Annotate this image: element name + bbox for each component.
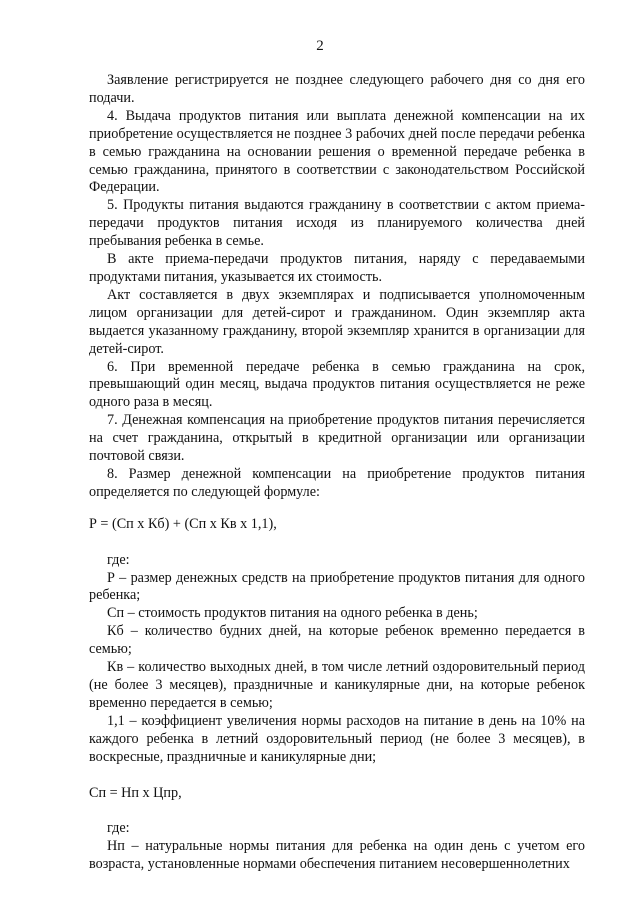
document-body bbox=[89, 72, 585, 874]
formula-2: Сп = Нп х Цпр, bbox=[89, 784, 182, 801]
paragraph: В акте приема-передачи продуктов питания, наряду с передаваемыми продуктами питания, указывается их стоимость. bbox=[89, 251, 585, 285]
paragraph: Заявление регистрируется не позднее следующего рабочего дня со дня его подачи. bbox=[89, 72, 585, 106]
paragraph: 5. Продукты питания выдаются гражданину в соответствии с актом приема-передачи продуктов питания исходя из планируемого количества дней пребывания ребенка в семье. bbox=[89, 197, 585, 250]
formula-1: Р = (Сп х Кб) + (Сп х Кв х 1,1), bbox=[89, 515, 277, 532]
paragraph: 6. При временной передаче ребенка в семью гражданина на срок, превышающий один месяц, выдача продуктов питания осуществляется не реже одного раза в месяц. bbox=[89, 358, 585, 411]
where-label-2: где: bbox=[107, 820, 130, 837]
definition: 1,1 – коэффициент увеличения нормы расходов на питание в день на 10% на каждого ребенка в летний оздоровительный период (не более 3 месяцев), в воскресные, праздничные и каникулярные дни; bbox=[89, 712, 585, 765]
definition: Нп – натуральные нормы питания для ребенка на один день с учетом его возраста, установленные нормами обеспечения питанием несовершеннолетних bbox=[89, 838, 585, 873]
definition: Р – размер денежных средств на приобретение продуктов питания для одного ребенка; bbox=[89, 569, 585, 604]
page-number: 2 bbox=[316, 38, 324, 54]
paragraph: 8. Размер денежной компенсации на приобретение продуктов питания определяется по следующей формуле: bbox=[89, 465, 585, 500]
paragraph: 7. Денежная компенсация на приобретение продуктов питания перечисляется на счет гражданина, открытый в кредитной организации или организации почтовой связи. bbox=[89, 412, 585, 465]
paragraph: 4. Выдача продуктов питания или выплата денежной компенсации на их приобретение осуществляется не позднее 3 рабочих дней после передачи ребенка в семью гражданина на основании решения о временной передаче ребенка в семью гражданина, принятого в соответствии с законодательством Российской Федерации. bbox=[89, 107, 585, 196]
definition: Кв – количество выходных дней, в том числе летний оздоровительный период (не более 3 месяцев), праздничные и каникулярные дни, на которые ребенок временно передается в семью; bbox=[89, 659, 585, 711]
definition: Сп – стоимость продуктов питания на одного ребенка в день; bbox=[107, 605, 478, 622]
paragraph: Акт составляется в двух экземплярах и подписывается уполномоченным лицом организации для детей-сирот и гражданином. Один экземпляр акта выдается указанному гражданину, второй экземпляр хранится в организации для детей-сирот. bbox=[89, 286, 585, 357]
definition: Кб – количество будних дней, на которые ребенок временно передается в семью; bbox=[89, 623, 585, 658]
where-label-1: где: bbox=[107, 551, 130, 568]
